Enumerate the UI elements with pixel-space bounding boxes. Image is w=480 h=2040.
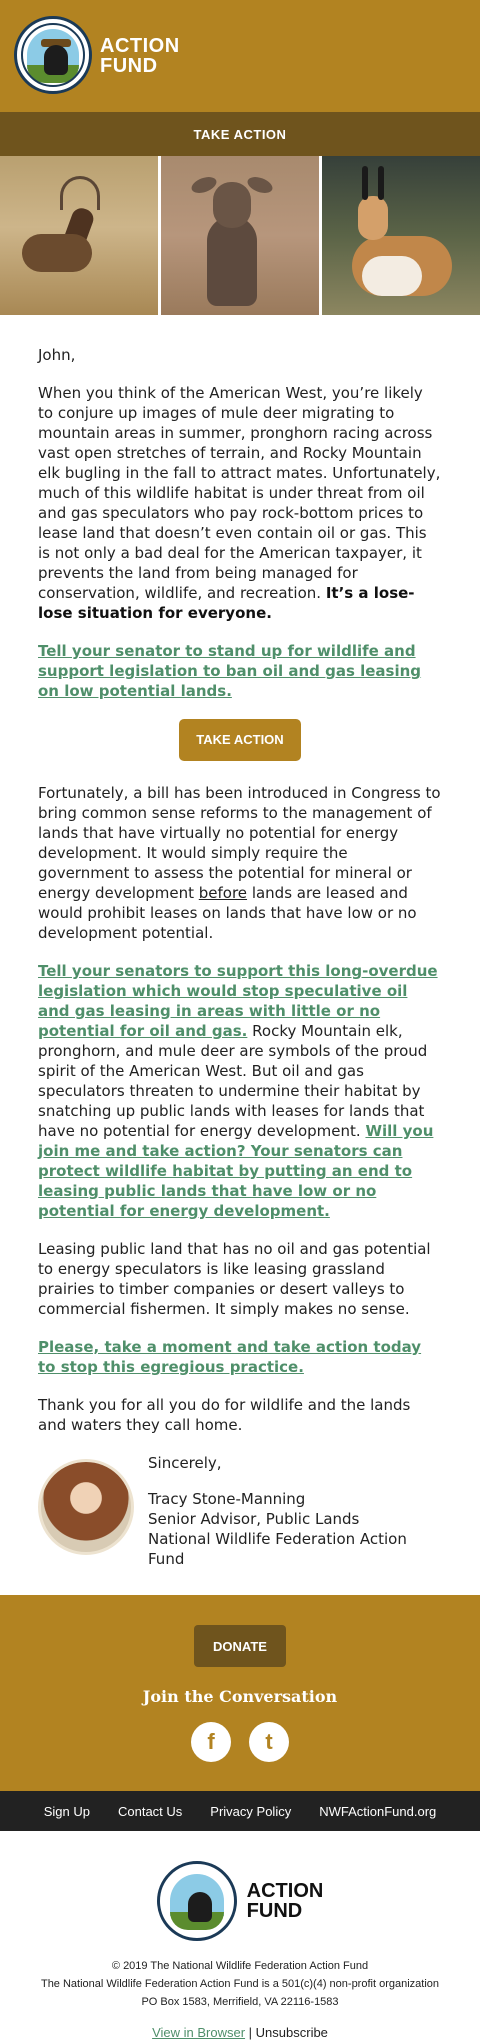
pronghorn-horn-right: [378, 166, 384, 200]
deer-head: [213, 182, 251, 228]
footer-nonprofit: The National Wildlife Federation Action Fund is a 501(c)(4) non-profit organization: [40, 1978, 440, 1990]
mule-deer-photo: [158, 156, 319, 315]
action-link-senator-support[interactable]: Tell your senator to stand up for wildlife and support legislation to ban oil and gas leasing on low potential lands.: [38, 642, 422, 700]
deer-body: [207, 216, 257, 306]
email-body: [0, 315, 480, 1569]
social-icons: [191, 1722, 289, 1762]
logo-line-2: FUND: [100, 55, 158, 77]
footer-logo-text: [247, 1881, 324, 1921]
elk-body: [22, 234, 92, 272]
pronghorn-white-patch: [362, 256, 422, 296]
footer-logo-line-1: ACTION: [246, 1880, 324, 1902]
unsubscribe-link[interactable]: Unsubscribe: [255, 2025, 328, 2040]
footer-link-sign-up[interactable]: Sign Up: [43, 1803, 90, 1819]
donate-button[interactable]: DONATE: [194, 1625, 286, 1667]
closing: Sincerely,: [148, 1454, 222, 1472]
footer-logo[interactable]: [157, 1861, 324, 1941]
pronghorn-photo: [319, 156, 480, 315]
facebook-icon[interactable]: f: [191, 1722, 231, 1762]
greeting: John,: [38, 346, 76, 364]
twitter-icon[interactable]: t: [249, 1722, 289, 1762]
footer-link-website[interactable]: NWFActionFund.org: [319, 1803, 437, 1819]
intro-bold-text: It’s a lose-lose situation for everyone.: [38, 584, 415, 622]
footer-address: PO Box 1583, Merrifield, VA 22116-1583: [141, 1996, 339, 2008]
join-conversation-heading: Join the Conversation: [142, 1687, 338, 1706]
take-action-button[interactable]: TAKE ACTION: [179, 719, 301, 761]
footer-copyright: © 2019 The National Wildlife Federation Action Fund: [111, 1960, 369, 1972]
action-link-overdue-legislation[interactable]: Tell your senators to support this long-overdue legislation which would stop speculative oil and gas leasing in areas with little or no potential for oil and gas.: [38, 962, 438, 1040]
signer-org: National Wildlife Federation Action Fund: [148, 1530, 407, 1568]
action-link-paragraph-1: [38, 641, 442, 701]
signature-text: [148, 1453, 442, 1569]
footer-link-contact-us[interactable]: Contact Us: [117, 1803, 183, 1819]
footer-actions: [152, 2025, 328, 2040]
footer-link-bar: [0, 1791, 480, 1831]
footer-logo-line-2: FUND: [246, 1900, 303, 1922]
bill-text-b: lands are leased and would prohibit leases on lands that have low or no development potential.: [38, 884, 417, 942]
nwf-seal-logo[interactable]: [14, 16, 92, 94]
donate-section: [0, 1595, 480, 1791]
bill-text-before: before: [198, 884, 248, 902]
header: [0, 0, 480, 112]
bill-paragraph: [38, 783, 442, 943]
footer-link-privacy-policy[interactable]: Privacy Policy: [210, 1803, 292, 1819]
action-link-join-me[interactable]: Will you join me and take action? Your senators can protect wildlife habitat by putting an end to leasing public lands that have low or no potential for energy development.: [38, 1122, 434, 1220]
wildlife-photo-strip: [0, 156, 480, 315]
habitat-text: Rocky Mountain elk, pronghorn, and mule deer are symbols of the proud spirit of the American West. But oil and gas speculators threaten to undermine their habitat by snatching up public lands with leases for lands that have no potential for energy development.: [38, 1022, 428, 1140]
footer-legal: [41, 1957, 439, 2011]
seal-ring: [21, 23, 85, 87]
elk-photo: [0, 156, 158, 315]
intro-paragraph: [38, 383, 442, 623]
signer-avatar: [38, 1459, 134, 1555]
habitat-paragraph: [38, 961, 442, 1221]
footer-seal-bear-icon: [188, 1892, 212, 1922]
bill-text-a: Fortunately, a bill has been introduced in Congress to bring common sense reforms to the management of lands that have virtually no potential for energy development. It would simply require the government to assess the potential for mineral or energy development: [38, 784, 441, 902]
elk-antler: [60, 176, 100, 210]
signer-title: Senior Advisor, Public Lands: [148, 1510, 360, 1528]
thank-you-paragraph: Thank you for all you do for wildlife and the lands and waters they call home.: [38, 1396, 411, 1434]
action-link-paragraph-4: [38, 1337, 442, 1377]
take-action-nav-link[interactable]: TAKE ACTION: [193, 126, 287, 142]
logo-line-1: ACTION: [100, 35, 180, 57]
intro-text: When you think of the American West, you’re likely to conjure up images of mule deer migrating to mountain areas in summer, pronghorn racing across vast open stretches of terrain, and Rocky Mountain elk bugling in the fall to attract mates. Unfortunately, much of this wildlife habitat is under threat from oil and gas speculators who pay rock-bottom prices to lease land that doesn’t even contain oil or gas. This is not only a bad deal for the American taxpayer, it prevents the land from being managed for conservation, wildlife, and recreation.: [38, 384, 441, 602]
logo-text[interactable]: [100, 36, 180, 76]
signature-block: [38, 1453, 442, 1569]
footer-seal-logo: [157, 1861, 237, 1941]
action-link-take-moment[interactable]: Please, take a moment and take action today to stop this egregious practice.: [38, 1338, 422, 1376]
take-action-nav-bar[interactable]: [0, 112, 480, 156]
pronghorn-head: [358, 196, 388, 240]
cta-wrapper: [38, 719, 442, 761]
view-in-browser-link[interactable]: View in Browser: [152, 2025, 246, 2040]
pronghorn-horn-left: [362, 166, 368, 200]
footer-separator: |: [245, 2025, 256, 2040]
footer: [0, 1831, 480, 2040]
signer-name: Tracy Stone-Manning: [148, 1490, 306, 1508]
analogy-paragraph: Leasing public land that has no oil and gas potential to energy speculators is like leasing grassland prairies to timber companies or desert valleys to commercial fishermen. It simply makes no sense.: [38, 1240, 431, 1318]
